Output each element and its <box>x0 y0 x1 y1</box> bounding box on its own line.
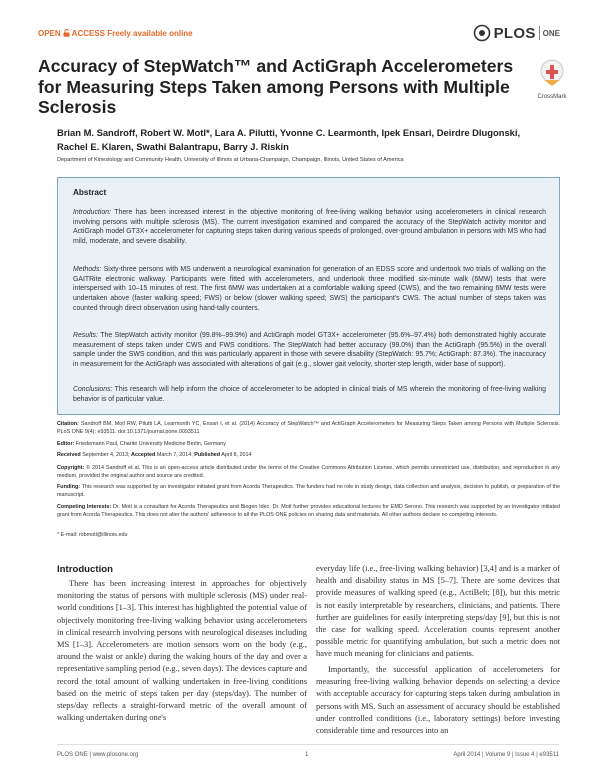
open-access-badge: OPEN ACCESS Freely available online <box>38 29 193 38</box>
abstract-introduction: Introduction: There has been increased interest in the objective monitoring of free-living walking behavior using accelerometers in clinical research involving persons with multiple sclerosis (MS). The current investigation examined and compared the accuracy of the StepWatch activity monitor and ActiGraph model GT3X+ accelerometer for capturing steps taken during various speeds of prolonged, over-ground ambulation in persons with MS who had mild, moderate, and severe disability. <box>73 209 546 246</box>
funding: Funding: This research was supported by an investigator initiated grant from Acorda Therapeutics. The funders had no role in study design, data collection and analysis, decision to publish, or preparation of the manuscript. <box>57 484 560 498</box>
competing-interests: Competing Interests: Dr. Motl is a consultant for Acorda Therapeutics and Biogen Idec. Dr. Motl further provides educational lectures for EMD Serono. This research was supported by an investigator initiated grant from Acorda Therapeutics. This does not alter the authors' adherence to all the PLOS ONE policies on sharing data and materials. All other authors declare no competing interests. <box>57 504 560 518</box>
editor: Editor: Friedemann Paul, Charité University Medicine Berlin, Germany <box>57 441 226 447</box>
abstract-heading: Conclusions: <box>73 386 113 393</box>
page-number: 1 <box>305 752 309 758</box>
crossmark-label: CrossMark <box>537 94 567 100</box>
body-paragraph: There has been increasing interest in approaches for objectively monitoring the status of persons with multiple sclerosis (MS) under real-world conditions [1–3]. This interest has highlighted the potential value of objectively monitoring free-living walking behavior using accelerometers in clinical research involving persons with neurological diseases including MS [1–3]. Accelerometers are motion sensors worn on the body (e.g., around the waist or ankle) during the waking hours of the day and over a representative sampling period (e.g., seven days). The devices capture and record the total amount of walking undertaken in free-living conditions based on the metric of steps taken per day (steps/day). The number of steps/day reflects a straight-forward metric of the overall amount of walking undertaken during one's <box>57 579 307 723</box>
citation: Citation: Sandroff BM, Motl RW, Pilutti LA, Learmonth YC, Ensari I, et al. (2014) Accuracy of StepWatch™ and ActiGraph Accelerometers for Measuring Steps Taken among Persons with Multiple Sclerosis. PLoS ONE 9(4): e93511. doi:10.1371/journal.pone.0093511 <box>57 421 560 435</box>
author-line: Brian M. Sandroff, Robert W. Motl*, Lara A. Pilutti, Yvonne C. Learmonth, Ipek Ensari, Deirdre Dlugonski, <box>57 127 521 138</box>
free-available-label: Freely available online <box>107 29 193 38</box>
section-heading: Introduction <box>57 564 113 575</box>
author-list <box>57 126 557 154</box>
journal-name: PLOS <box>493 24 536 42</box>
abstract-heading: Results: <box>73 332 98 339</box>
abstract-conclusions: Conclusions: This research will help inform the choice of accelerometer to be adopted in clinical trials of MS wherein the monitoring of free-living walking behavior is of particular value. <box>73 386 546 403</box>
body-paragraph: Importantly, the successful application of accelerometers for measuring free-living walking behavior depends on selecting a device with acceptable accuracy for capturing steps taken during ambulation in persons with MS. Such an assessment of accuracy should be established under controlled conditions (i.e., laboratory settings) before investing considerable time and resources into an <box>316 665 560 736</box>
crossmark-icon <box>538 58 566 88</box>
journal-header <box>38 26 560 44</box>
copyright: Copyright: © 2014 Sandroff et al. This is an open-access article distributed under the terms of the Creative Commons Attribution License, which permits unrestricted use, distribution, and reproduction in any medium, provided the original author and source are credited. <box>57 465 560 479</box>
author-line: Rachel E. Klaren, Swathi Balantrapu, Barry J. Riskin <box>57 141 289 152</box>
abstract-methods: Methods: Sixty-three persons with MS underwent a neurological examination for generation of an EDSS score and undertook two trials of walking on the GAITRite electronic walkway. Participants were fitted with accelerometers, and undertook three modified six-minute walk (6MW) tests that were interspersed with 10–15 minutes of rest. The first 6MW was undertaken at a comfortable walking speed (CWS), and the two remaining 6MW tests were undertaken above (faster walking speed; FWS) or below (slower walking speed; SWS) the participant's CWS. The actual number of steps taken was counted through direct observation using hand-tally counters. <box>73 266 546 312</box>
body-paragraph: everyday life (i.e., free-living walking behavior) [3,4] and is a marker of health and disability status in MS [5–7]. There are some devices that provide measures of walking speed (e.g., ActiBelt; [8]), but this metric is not easily interpretable by researchers, clinicians, and patients. There further are guidelines for easily interpreting steps/day [9], but this is not the case for walking speed. Acceleration counts represent another possible metric for quantifying ambulation, but such a metric does not have much meaning for clinicians and patients. <box>316 564 560 659</box>
article-title: Accuracy of StepWatch™ and ActiGraph Accelerometers for Measuring Steps Taken among Persons with Multiple Sclerosis <box>38 56 514 117</box>
abstract-results: Results: The StepWatch activity monitor (99.8%–99.9%) and ActiGraph model GT3X+ accelerometer (95.6%–97.4%) both demonstrated highly accurate measurement of steps taken under CWS and FWS conditions. The StepWatch had better accuracy (99.0%) than the ActiGraph (95.5%) in the overall sample under the SWS condition, and this was particularly apparent in those with severe disability (StepWatch: 95.7%; ActiGraph: 87.3%). The inaccuracy in measurement for the ActiGraph was associated with alterations of gait (e.g., slower gait velocity, shorter step length, wider base of support). <box>73 332 546 369</box>
plos-logo-icon <box>473 24 491 42</box>
plos-one-logo <box>473 24 560 42</box>
corresponding-email: * E-mail: robmotl@illinois.edu <box>57 532 128 538</box>
footer-journal-url: PLOS ONE | www.plosone.org <box>57 752 139 758</box>
abstract-title: Abstract <box>73 188 107 197</box>
open-lock-icon <box>63 29 70 37</box>
affiliation: Department of Kinesiology and Community Health, University of Illinois at Urbana-Champaign, Champaign, Illinois, United States of America <box>57 157 404 163</box>
logo-divider <box>539 26 540 40</box>
dates: Received September 4, 2013; Accepted March 7, 2014; Published April 8, 2014 <box>57 452 252 458</box>
journal-subname: ONE <box>542 28 560 38</box>
footer-divider <box>57 744 559 745</box>
footer-issue-info: April 2014 | Volume 9 | Issue 4 | e93511 <box>453 752 559 758</box>
abstract-box <box>57 177 560 415</box>
abstract-heading: Introduction: <box>73 209 111 216</box>
abstract-heading: Methods: <box>73 266 102 273</box>
crossmark-badge[interactable] <box>534 58 570 100</box>
